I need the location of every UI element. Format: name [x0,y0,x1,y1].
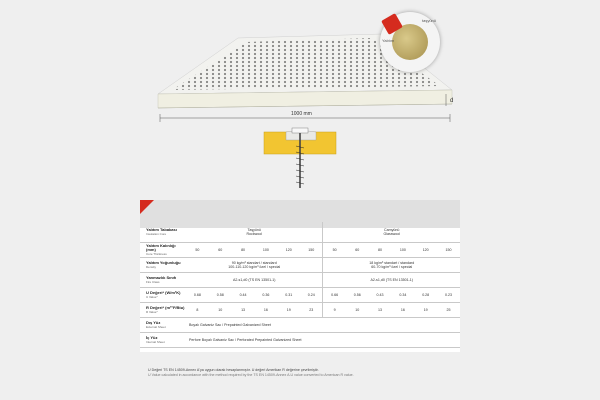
row-u-value: U Değeri* (W/m²K) U Value* 0.68 0.58 0.44 0.36 0.31 0.24 0.66 0.56 0.43 0.34 0.28 0.23 [140,288,460,303]
spec-table [140,200,460,352]
row-thickness: Yalıtım Kalınlığı (mm) Core Thickness 50 60 80 100 120 150 50 60 80 100 120 150 [140,243,460,258]
row-internal-sheet: İç Yüz Internal Sheet Perfore Boyalı Galvaniz Sac / Perforated Prepainted Galvanized Sheet [140,333,460,348]
footnotes [148,368,354,378]
row-fire-class: Yanmazlık Sınıfı Fire Class A2-s1,d0 (TS EN 13501-1) A2-s1,d0 (TS EN 13501-1) [140,273,460,288]
badge-label-right: taşyünü [422,18,437,23]
rockwool-badge [380,12,440,72]
thickness-label: d [450,98,454,104]
badge-label-left: Yalıtım [382,38,395,43]
row-insulation-core: Yalıtım Tabakası Insulation Core Taşyünü Rockwool Camyünü Glasswool [140,222,460,243]
row-external-sheet: Dış Yüz External Sheet Boyalı Galvaniz Sac / Prepainted Galvanized Sheet [140,318,460,333]
row-r-value: R Değeri* (m²°F/Btu) R Value* 8 10 13 16 19 23 9 10 13 16 19 25 [140,303,460,318]
red-corner-mark [140,200,154,214]
row-density: Yalıtım Yoğunluğu Density 90 kg/m³ standart / standard 100-110-120 kg/m³ özel / special 18 kg/m³ standart / standard 60-70 kg/m³ özel / special [140,258,460,273]
width-label: 1000 mm [291,111,312,117]
footnote-en: U Value calculated in accordance with the method required by the TS EN 14509-Annex A.U value converted to American R value. [148,373,354,377]
footnote-tr: U Değeri TS EN 14509-Annex A'ya uygun olarak hesaplanmıştır. U değeri Amerikan R değerine çevrilmiştir. [148,368,319,372]
